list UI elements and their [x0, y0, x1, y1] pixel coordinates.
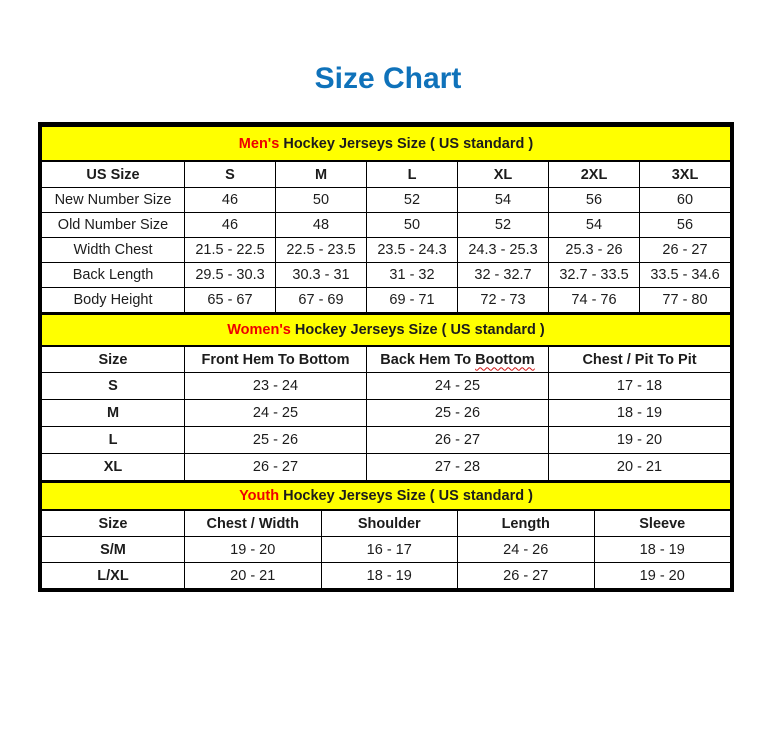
size-chart	[38, 122, 734, 592]
value-cell: 21.5 - 22.5	[185, 238, 276, 263]
value-cell: 20 - 21	[185, 563, 322, 589]
header-cell	[549, 346, 731, 373]
value-cell: 54	[549, 213, 640, 238]
row-label: Back Length	[42, 263, 185, 288]
value-cell: 50	[367, 213, 458, 238]
value-cell: 50	[276, 188, 367, 213]
header-label: US Size	[86, 166, 140, 183]
page-title: Size Chart	[314, 62, 462, 95]
table-row	[42, 537, 731, 563]
value-cell: 54	[458, 188, 549, 213]
section-band-highlight: Youth	[239, 488, 280, 504]
value-cell: 18 - 19	[549, 400, 731, 427]
header-cell	[458, 510, 595, 537]
value-cell: 18 - 19	[594, 537, 731, 563]
value-cell: 23.5 - 24.3	[367, 238, 458, 263]
value-cell: 26 - 27	[367, 427, 549, 454]
value-cell: 17 - 18	[549, 373, 731, 400]
value-cell: 19 - 20	[594, 563, 731, 589]
row-label: Width Chest	[42, 238, 185, 263]
value-cell: 46	[185, 213, 276, 238]
section-band-womens	[42, 314, 731, 346]
header-cell	[549, 161, 640, 188]
value-cell: 77 - 80	[640, 288, 731, 313]
header-cell	[42, 346, 185, 373]
value-cell: 33.5 - 34.6	[640, 263, 731, 288]
header-label: 2XL	[580, 166, 608, 183]
section-band-row	[42, 482, 731, 510]
header-label: Size	[98, 515, 128, 532]
header-label: Sleeve	[639, 515, 686, 532]
table-row	[42, 427, 731, 454]
header-label: Chest / Width	[206, 515, 299, 532]
header-label: XL	[493, 166, 513, 183]
value-cell: 23 - 24	[185, 373, 367, 400]
section-band-text: Hockey Jerseys Size ( US standard )	[279, 488, 533, 504]
value-cell: 46	[185, 188, 276, 213]
value-cell: 24.3 - 25.3	[458, 238, 549, 263]
value-cell: 18 - 19	[321, 563, 458, 589]
value-cell: 65 - 67	[185, 288, 276, 313]
misspelled-word: Boottom	[475, 351, 535, 368]
header-cell	[276, 161, 367, 188]
value-cell: 22.5 - 23.5	[276, 238, 367, 263]
section-band-highlight: Men's	[238, 135, 280, 152]
value-cell: 60	[640, 188, 731, 213]
header-cell	[640, 161, 731, 188]
header-label: Length	[501, 515, 550, 532]
row-label: S/M	[42, 537, 185, 563]
value-cell: 56	[549, 188, 640, 213]
table-row	[42, 188, 731, 213]
header-cell	[367, 161, 458, 188]
table-row	[42, 563, 731, 589]
value-cell: 32.7 - 33.5	[549, 263, 640, 288]
section-band-row	[42, 314, 731, 346]
value-cell: 25 - 26	[185, 427, 367, 454]
column-header-row	[42, 510, 731, 537]
section-band-row	[42, 126, 731, 161]
value-cell: 19 - 20	[549, 427, 731, 454]
table-row	[42, 238, 731, 263]
value-cell: 24 - 25	[367, 373, 549, 400]
row-label: XL	[42, 454, 185, 481]
header-label: Shoulder	[357, 515, 421, 532]
column-header-row	[42, 161, 731, 188]
header-cell	[321, 510, 458, 537]
value-cell: 19 - 20	[185, 537, 322, 563]
row-label: New Number Size	[42, 188, 185, 213]
header-cell	[367, 346, 549, 373]
header-cell	[185, 346, 367, 373]
row-label: M	[42, 400, 185, 427]
value-cell: 67 - 69	[276, 288, 367, 313]
table-row	[42, 213, 731, 238]
table-row	[42, 454, 731, 481]
header-cell	[185, 161, 276, 188]
section-table-mens	[41, 125, 731, 313]
header-label: Size	[98, 351, 128, 368]
value-cell: 29.5 - 30.3	[185, 263, 276, 288]
value-cell: 52	[367, 188, 458, 213]
table-row	[42, 400, 731, 427]
section-band-youth	[42, 482, 731, 510]
value-cell: 25 - 26	[367, 400, 549, 427]
header-cell	[185, 510, 322, 537]
column-header-row	[42, 346, 731, 373]
value-cell: 31 - 32	[367, 263, 458, 288]
section-table-youth	[41, 481, 731, 589]
value-cell: 24 - 25	[185, 400, 367, 427]
value-cell: 48	[276, 213, 367, 238]
value-cell: 56	[640, 213, 731, 238]
header-label: 3XL	[671, 166, 699, 183]
header-label: Chest / Pit To Pit	[582, 351, 697, 368]
row-label: L	[42, 427, 185, 454]
section-band-text: Hockey Jerseys Size ( US standard )	[290, 322, 545, 338]
value-cell: 32 - 32.7	[458, 263, 549, 288]
value-cell: 25.3 - 26	[549, 238, 640, 263]
value-cell: 72 - 73	[458, 288, 549, 313]
header-cell	[42, 161, 185, 188]
value-cell: 27 - 28	[367, 454, 549, 481]
header-cell	[42, 510, 185, 537]
header-label: Back Hem To	[380, 351, 476, 368]
header-label: M	[314, 166, 328, 183]
value-cell: 30.3 - 31	[276, 263, 367, 288]
row-label: L/XL	[42, 563, 185, 589]
value-cell: 24 - 26	[458, 537, 595, 563]
value-cell: 69 - 71	[367, 288, 458, 313]
row-label: Body Height	[42, 288, 185, 313]
value-cell: 20 - 21	[549, 454, 731, 481]
section-table-womens	[41, 313, 731, 481]
value-cell: 26 - 27	[458, 563, 595, 589]
header-label: S	[225, 166, 235, 183]
header-cell	[458, 161, 549, 188]
section-band-text: Hockey Jerseys Size ( US standard )	[279, 135, 534, 152]
value-cell: 52	[458, 213, 549, 238]
table-row	[42, 263, 731, 288]
table-row	[42, 373, 731, 400]
header-cell	[594, 510, 731, 537]
row-label: Old Number Size	[42, 213, 185, 238]
value-cell: 26 - 27	[185, 454, 367, 481]
value-cell: 74 - 76	[549, 288, 640, 313]
table-row	[42, 288, 731, 313]
value-cell: 26 - 27	[640, 238, 731, 263]
row-label: S	[42, 373, 185, 400]
value-cell: 16 - 17	[321, 537, 458, 563]
header-label: L	[407, 166, 417, 183]
header-label: Front Hem To Bottom	[201, 351, 350, 368]
section-band-mens	[42, 126, 731, 161]
section-band-highlight: Women's	[227, 322, 291, 338]
